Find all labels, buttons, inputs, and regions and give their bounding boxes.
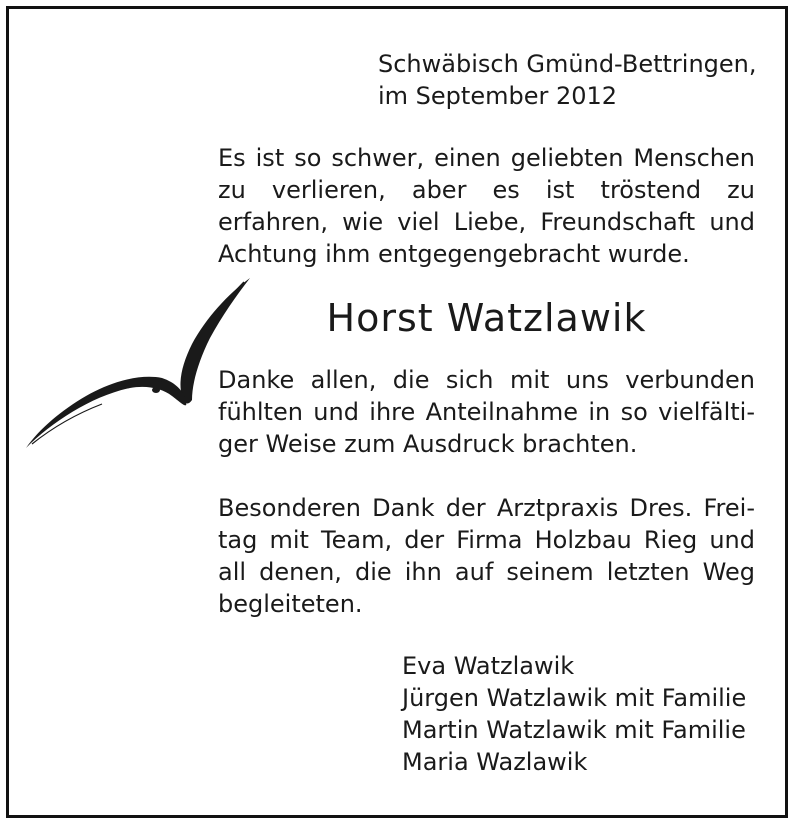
intro-line: Achtung ihm entgegengebracht wurde. (218, 240, 690, 268)
thanks-paragraph (218, 364, 755, 460)
special-thanks-line: all denen, die ihn auf seinem letzten Weg (218, 558, 755, 586)
signature-name: Eva Watzlawik (402, 652, 575, 680)
thanks-line: Danke allen, die sich mit uns verbunden (218, 366, 755, 394)
thanks-line: ger Weise zum Ausdruck brachten. (218, 430, 638, 458)
thanks-line: fühlten und ihre Anteilnahme in so vielfälti- (218, 398, 755, 426)
intro-paragraph (218, 142, 755, 270)
intro-line: erfahren, wie viel Liebe, Freundschaft und (218, 208, 755, 236)
special-thanks-line: Besonderen Dank der Arztpraxis Dres. Frei- (218, 494, 755, 522)
intro-line: zu verlieren, aber es ist tröstend zu (218, 176, 755, 204)
signature-name: Maria Wazlawik (402, 748, 588, 776)
special-thanks-paragraph (218, 492, 755, 620)
intro-line: Es ist so schwer, einen geliebten Menschen (218, 144, 755, 172)
signature-name: Martin Watzlawik mit Familie (402, 716, 746, 744)
signatures (402, 650, 746, 778)
special-thanks-line: tag mit Team, der Firma Holzbau Rieg und (218, 526, 755, 554)
signature-name: Jürgen Watzlawik mit Familie (402, 684, 747, 712)
dateline-date: im September 2012 (378, 82, 618, 110)
dateline (378, 48, 757, 112)
deceased-name: Horst Watzlawik (326, 296, 647, 340)
dateline-place: Schwäbisch Gmünd-Bettringen, (378, 50, 757, 78)
special-thanks-line: begleiteten. (218, 590, 363, 618)
